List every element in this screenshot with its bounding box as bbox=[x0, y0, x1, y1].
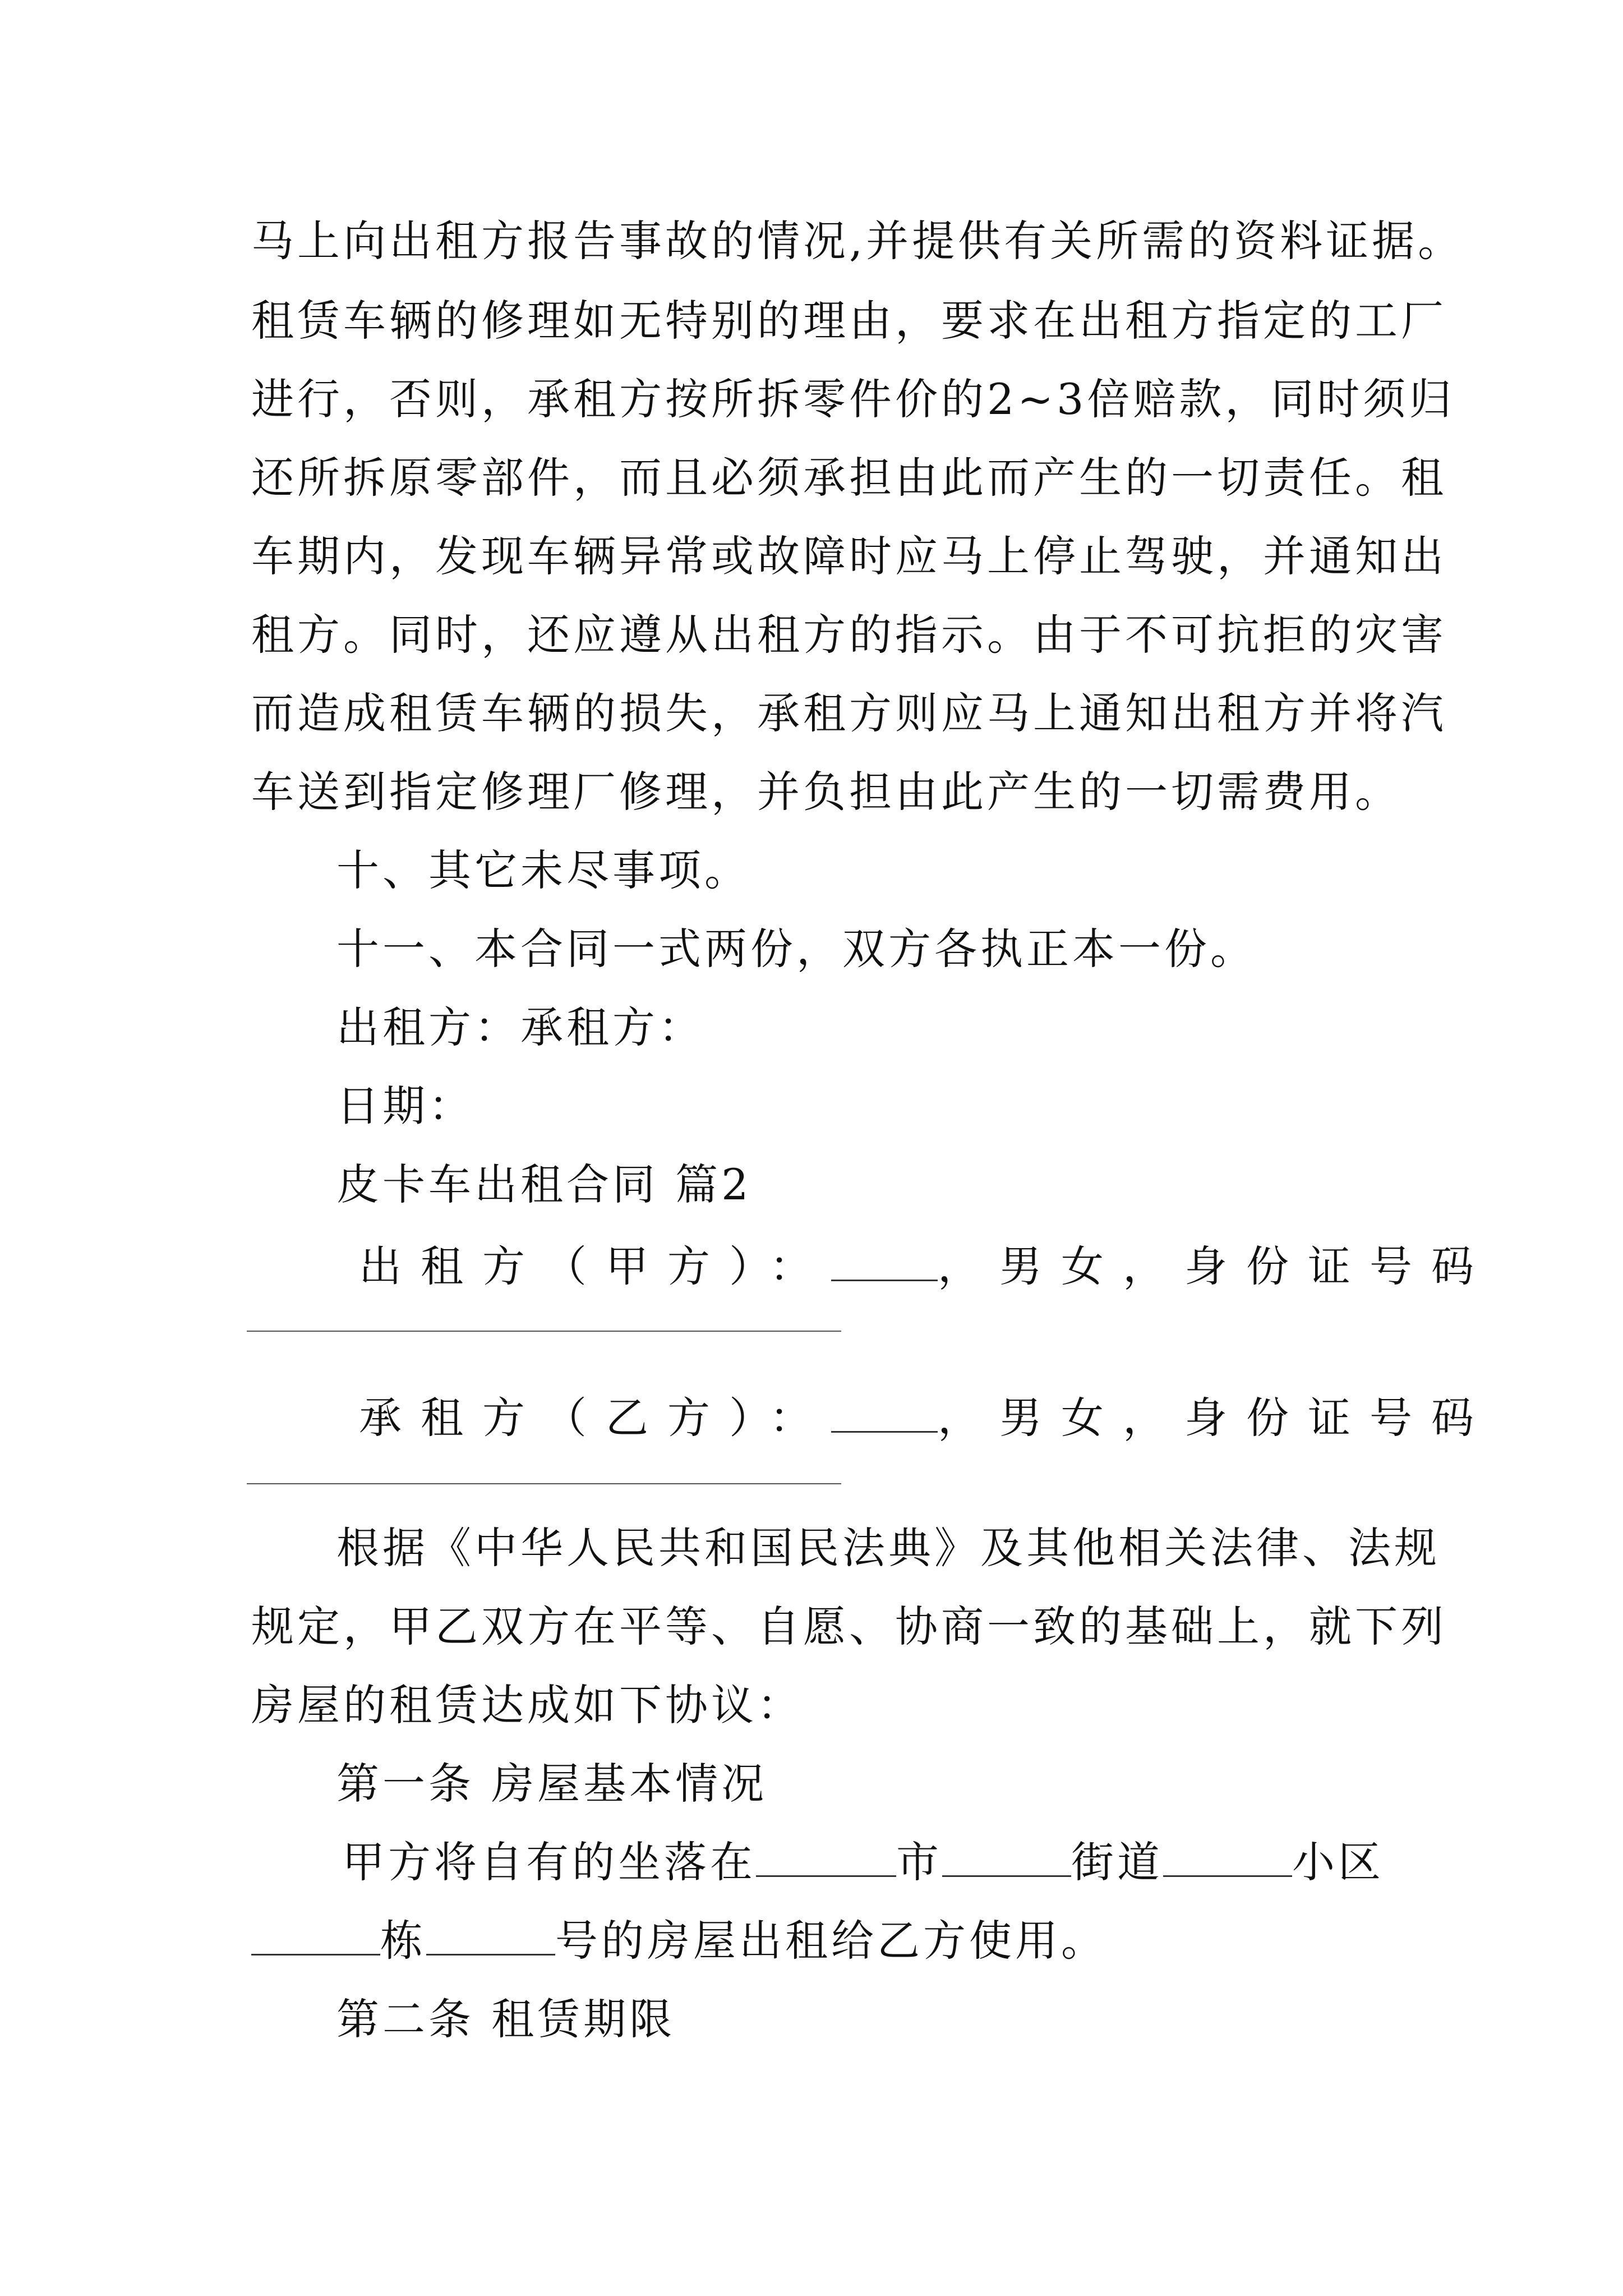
item-11: 十一、本合同一式两份，双方各执正本一份。 bbox=[336, 924, 1256, 974]
party-a-prefix: 出租方（甲方）： bbox=[359, 1241, 831, 1291]
article-1-text-d: 小区 bbox=[1292, 1837, 1384, 1887]
party-a-id-underline bbox=[247, 1331, 841, 1332]
signature-line: 出租方：承租方： bbox=[336, 1002, 704, 1052]
party-b-line bbox=[359, 1390, 1493, 1446]
street-blank bbox=[942, 1836, 1071, 1877]
body-line-1: 马上向出租方报告事故的情况,并提供有关所需的资料证据。 bbox=[251, 216, 1464, 266]
body-line-4: 还所拆原零部件，而且必须承担由此而产生的一切责任。租 bbox=[251, 453, 1447, 503]
party-a-name-blank bbox=[831, 1240, 938, 1281]
body-line-2: 租赁车辆的修理如无特别的理由，要求在出租方指定的工厂 bbox=[251, 296, 1447, 346]
preamble-line-3: 房屋的租赁达成如下协议： bbox=[251, 1680, 803, 1730]
item-10: 十、其它未尽事项。 bbox=[336, 845, 750, 895]
article-1-text-a: 甲方将自有的坐落在 bbox=[342, 1837, 756, 1887]
body-line-7: 而造成租赁车辆的损失，承租方则应马上通知出租方并将汽 bbox=[251, 688, 1447, 738]
article-1-text-b: 市 bbox=[896, 1837, 942, 1887]
community-blank bbox=[1163, 1836, 1292, 1877]
body-line-6: 租方。同时，还应遵从出租方的指示。由于不可抗拒的灾害 bbox=[251, 610, 1447, 660]
party-b-id-underline bbox=[247, 1483, 841, 1484]
article-2-title: 第二条 租赁期限 bbox=[336, 1994, 676, 2044]
party-b-prefix: 承租方（乙方）： bbox=[359, 1393, 831, 1443]
body-line-5: 车期内，发现车辆异常或故障时应马上停止驾驶，并通知出 bbox=[251, 531, 1447, 581]
number-blank bbox=[426, 1915, 555, 1955]
preamble-line-2: 规定，甲乙双方在平等、自愿、协商一致的基础上，就下列 bbox=[251, 1602, 1447, 1651]
article-1-title: 第一条 房屋基本情况 bbox=[336, 1759, 768, 1809]
article-1-text-e: 栋 bbox=[380, 1916, 426, 1966]
article-1-text-f: 号的房屋出租给乙方使用。 bbox=[555, 1916, 1107, 1966]
body-line-3: 进行，否则，承租方按所拆零件价的2~3倍赔款，同时须归 bbox=[251, 374, 1455, 424]
section-title: 皮卡车出租合同 篇2 bbox=[336, 1159, 752, 1209]
article-1-line-2 bbox=[251, 1913, 1107, 1969]
preamble-line-1: 根据《中华人民共和国民法典》及其他相关法律、法规 bbox=[336, 1523, 1440, 1573]
article-1-line-1 bbox=[342, 1834, 1384, 1890]
party-b-name-blank bbox=[831, 1392, 938, 1433]
body-line-8: 车送到指定修理厂修理，并负担由此产生的一切需费用。 bbox=[251, 767, 1401, 817]
building-blank bbox=[251, 1915, 380, 1955]
party-a-line bbox=[359, 1239, 1493, 1295]
date-line: 日期： bbox=[336, 1081, 474, 1131]
party-a-middle: ，男女，身份证号码 bbox=[938, 1241, 1493, 1291]
city-blank bbox=[756, 1836, 896, 1877]
article-1-text-c: 街道 bbox=[1071, 1837, 1163, 1887]
party-b-middle: ，男女，身份证号码 bbox=[938, 1393, 1493, 1443]
